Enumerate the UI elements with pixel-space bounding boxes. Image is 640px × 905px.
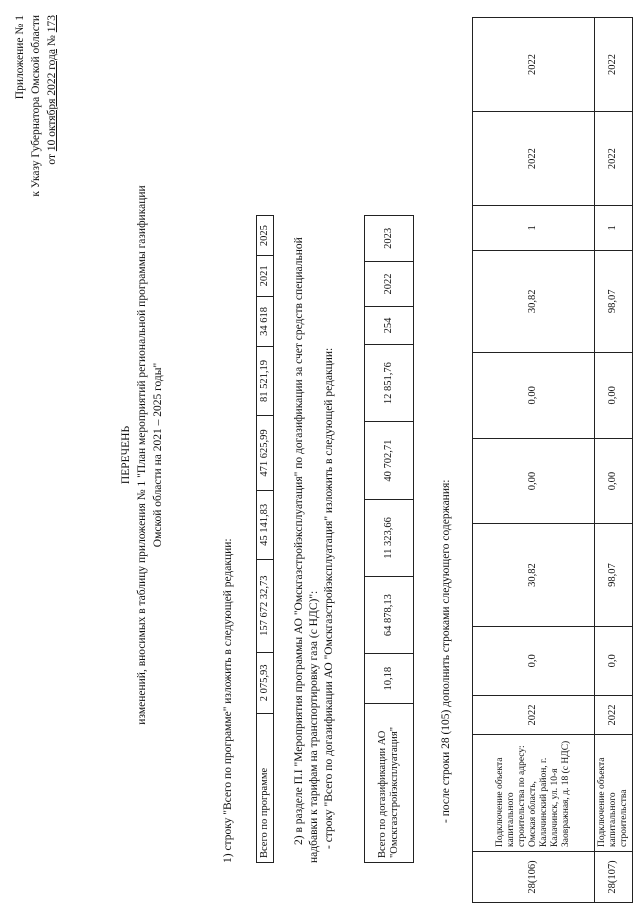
- table-cell: 1: [473, 206, 595, 251]
- table-cell: 98,07: [595, 250, 633, 352]
- table-cell: 30,82: [473, 250, 595, 352]
- table-cell: 0,00: [473, 352, 595, 438]
- table-cell: Всего по догазификации АО "Омскгазстройэксплуатация": [365, 704, 414, 863]
- item2-line1: 2) в разделе П.I "Мероприятия программы АО "Омскгазстройэксплуатация" по догазификации за счет средств специальной: [293, 237, 305, 845]
- table-cell: 28(106): [473, 852, 595, 903]
- appendix-number: Приложение № 1: [14, 15, 26, 100]
- appendix-date-line: от 10 октября 2022 года № 173: [46, 15, 58, 165]
- item1-text: 1) строку "Всего по программе" изложить в следующей редакции:: [222, 538, 234, 863]
- table-cell: 0,00: [473, 438, 595, 524]
- table-cell: 30,82: [473, 524, 595, 626]
- table-cell: 0,00: [595, 352, 633, 438]
- decree-number: 173: [46, 15, 58, 33]
- table-cell: 2023: [365, 216, 414, 262]
- table-cell: 2022: [595, 18, 633, 112]
- table-cell: 2025: [257, 216, 274, 256]
- table-row: [257, 216, 274, 863]
- table-cell: 0,0: [595, 626, 633, 695]
- table-cell: 2022: [473, 112, 595, 206]
- table-cell: 254: [365, 307, 414, 345]
- table-cell: Подключение объекта капитального строительства: [595, 735, 633, 852]
- total-dogasification-table: [364, 215, 414, 863]
- table-cell: 12 851,76: [365, 344, 414, 422]
- decree-date: 10 октября 2022 года: [46, 48, 58, 152]
- table-cell: 471 625,99: [257, 415, 274, 490]
- table-cell: 1: [595, 206, 633, 251]
- table-cell: 45 141,83: [257, 491, 274, 559]
- item3-text: - после строки 28 (105) дополнить строками следующего содержания:: [440, 479, 452, 823]
- title-line1: изменений, вносимых в таблицу приложения № 1 "План мероприятий региональной программы газификации: [136, 185, 148, 725]
- item2-line3: - строку "Всего по догазификации АО "Омскгазстройэксплуатация" изложить в следующей редакции:: [323, 347, 335, 849]
- table-cell: 2022: [595, 696, 633, 735]
- table-cell: 2022: [595, 112, 633, 206]
- table-cell: 2021: [257, 256, 274, 296]
- table-cell: 157 672 32,73: [257, 559, 274, 652]
- table-cell: 34 618: [257, 296, 274, 347]
- table-cell: 11 323,66: [365, 499, 414, 576]
- table-cell: 40 702,71: [365, 422, 414, 500]
- table-cell: 2022: [473, 696, 595, 735]
- title-line2: Омской области на 2021 – 2025 годы": [152, 362, 164, 548]
- appendix-header: [12, 15, 60, 305]
- table-cell: 0,00: [595, 438, 633, 524]
- table-cell: 10,18: [365, 654, 414, 704]
- table-cell: 2022: [365, 261, 414, 307]
- table-cell: 28(107): [595, 852, 633, 903]
- new-rows-table: [472, 17, 633, 903]
- table-cell: 2022: [473, 18, 595, 112]
- appendix-decree: к Указу Губернатора Омской области: [30, 15, 42, 197]
- table-row: [473, 18, 595, 903]
- title-heading: ПЕРЕЧЕНЬ: [120, 425, 132, 485]
- table-cell: Всего по программе: [257, 714, 274, 863]
- table-cell: 2 075,93: [257, 652, 274, 713]
- total-program-table: [256, 215, 274, 863]
- table-cell: 0,0: [473, 626, 595, 695]
- table-cell: 98,07: [595, 524, 633, 626]
- table-cell: 64 878,13: [365, 576, 414, 654]
- table-row: [365, 216, 414, 863]
- document-title: [118, 45, 166, 865]
- item2-text: [292, 45, 337, 863]
- table-row: [595, 18, 633, 903]
- item2-line2: надбавки к тарифам на транспортировку газа (с НДС)":: [308, 590, 320, 863]
- table-cell: 81 521,19: [257, 347, 274, 415]
- table-cell: Подключение объекта капитального строительства по адресу: Омская область, Калачинский район, г. Калачинск, ул. 10-я Заовражная, д. 18 (с НДС): [473, 735, 595, 852]
